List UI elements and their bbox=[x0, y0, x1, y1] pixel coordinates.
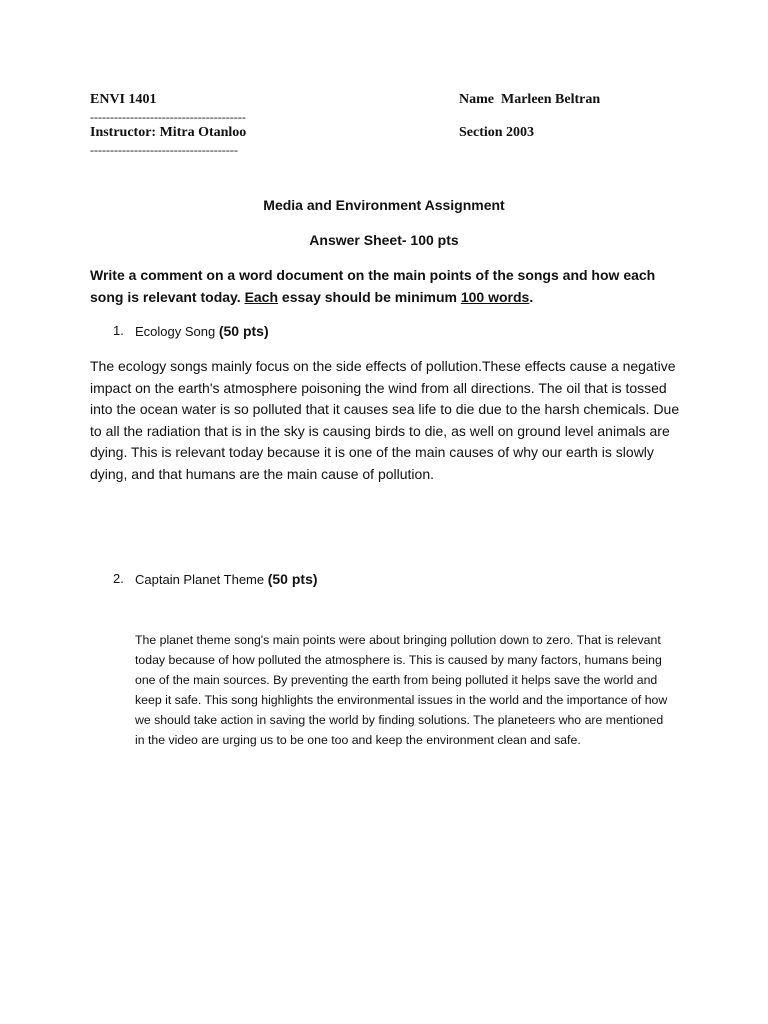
separator-line: ------------------------------------- bbox=[90, 143, 238, 157]
name-value: Marleen Beltran bbox=[501, 92, 601, 107]
document-subtitle: Answer Sheet- 100 pts bbox=[309, 232, 459, 248]
answer-paragraph-1: The ecology songs mainly focus on the side effects of pollution.These effects cause a negative impact on the earth's atmosphere poisoning the wind from all directions. The oil that is tossed into the ocean water is so polluted that it causes sea life to die due to the harsh chemicals. Due to all the radiation that is in the sky is causing birds to die, as well on ground level animals are dying. This is relevant today because it is one of the main causes of why our earth is slowly dying, and that humans are the main cause of pollution. bbox=[90, 358, 680, 482]
item-points: (50 pts) bbox=[218, 323, 269, 339]
instructor: Instructor: Mitra Otanloo bbox=[90, 125, 247, 140]
list-number: 2. bbox=[113, 571, 124, 586]
item-label: Ecology Song bbox=[135, 324, 219, 339]
course-code: ENVI 1401 bbox=[90, 92, 157, 107]
document-title: Media and Environment Assignment bbox=[263, 197, 505, 213]
item-points: (50 pts) bbox=[267, 571, 318, 587]
instructions-min-words: 100 words bbox=[460, 289, 530, 305]
answer-paragraph-2: The planet theme song's main points were about bringing pollution down to zero. That is relevant today because of how polluted the atmosphere is. This is caused by many factors, humans being one of the main sources. By preventing the earth from being polluted it helps save the world and keep it safe. This song highlights the environmental issues in the world and the importance of how we should take action in saving the world by finding solutions. The planeteers who are mentioned in the video are urging us to be one too and keep the environment clean and safe. bbox=[135, 633, 668, 747]
item-label: Captain Planet Theme bbox=[135, 572, 268, 587]
instructions-text-2: essay should be minimum bbox=[278, 289, 461, 305]
separator-line: --------------------------------------- bbox=[90, 110, 246, 124]
instructions-period: . bbox=[529, 289, 534, 305]
instructions-text: Write a comment on a word document on the main points of the songs and how each song is relevant today. bbox=[90, 267, 656, 305]
instructions-each: Each bbox=[244, 289, 279, 305]
section: Section 2003 bbox=[459, 125, 535, 140]
list-number: 1. bbox=[113, 323, 124, 338]
student-name bbox=[459, 92, 600, 108]
instructions bbox=[90, 264, 690, 308]
name-label: Name bbox=[459, 92, 494, 107]
